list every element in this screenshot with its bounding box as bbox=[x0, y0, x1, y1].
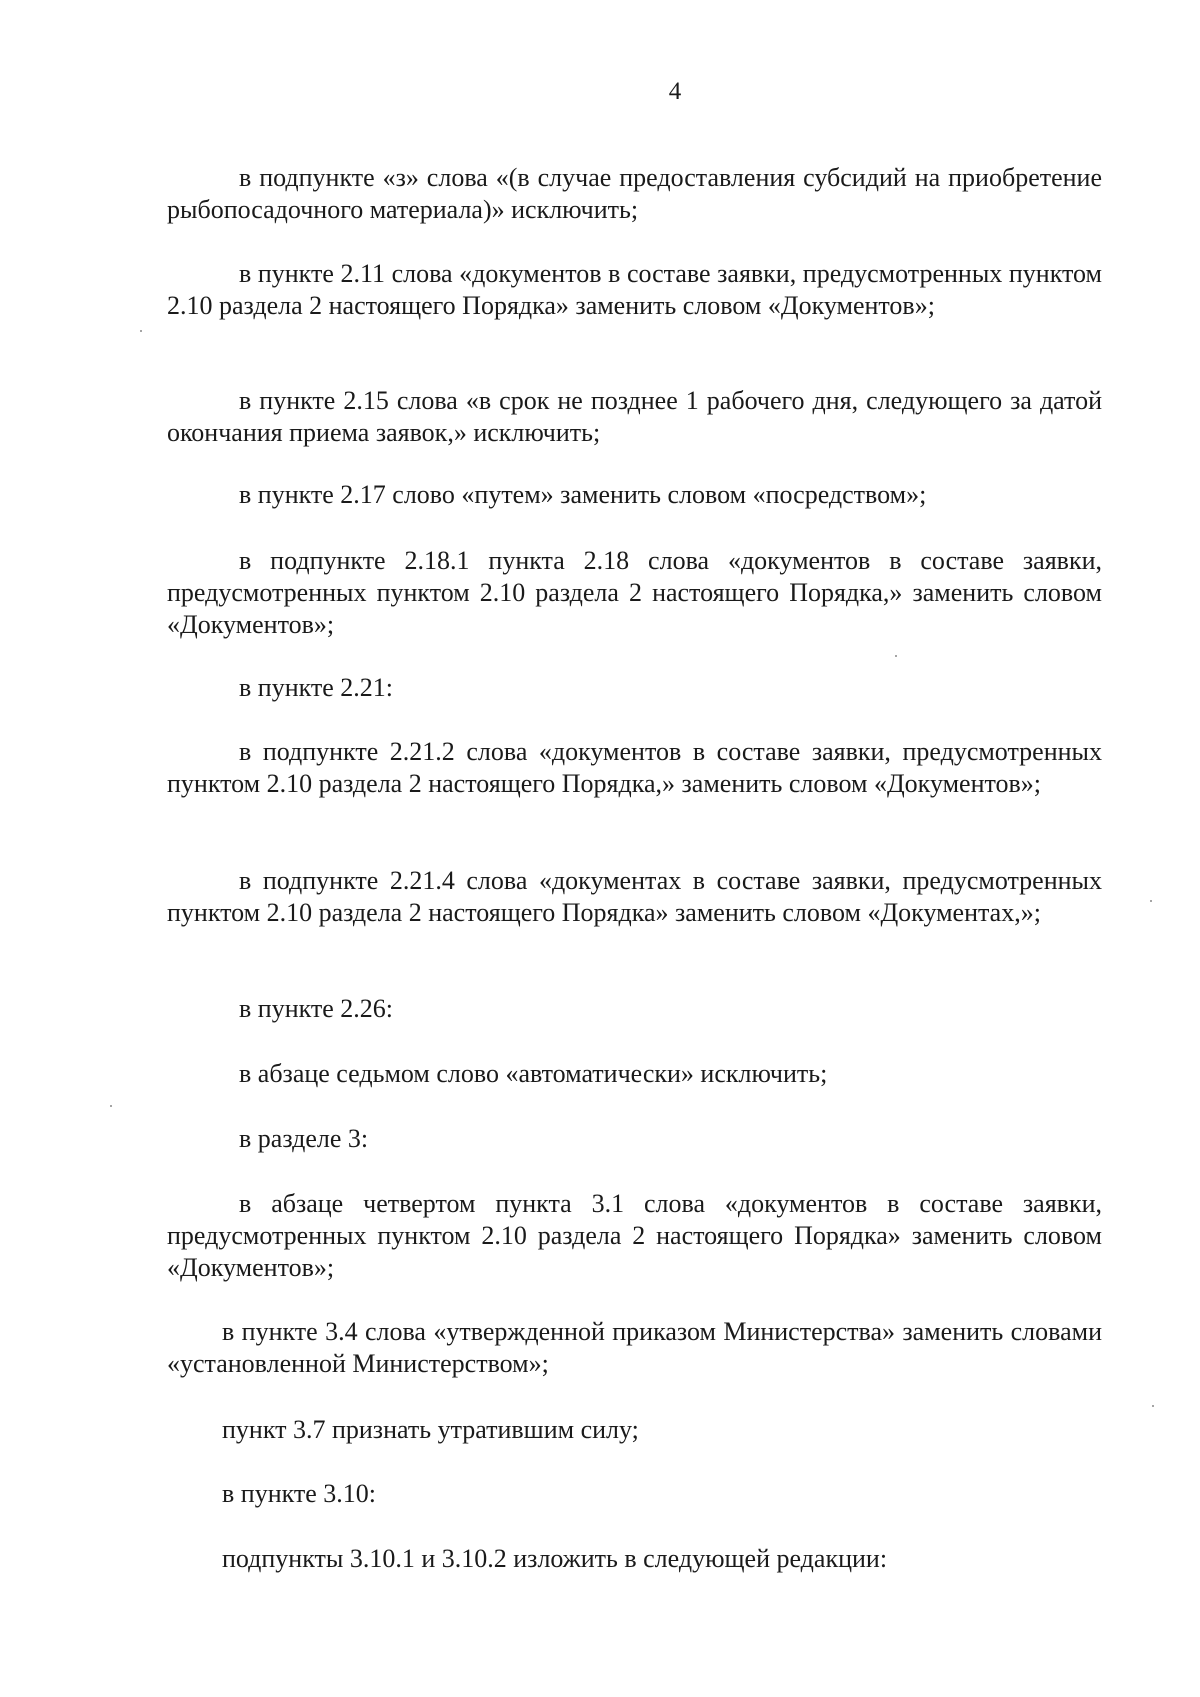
paragraph-5: в подпункте 2.18.1 пункта 2.18 слова «документов в составе заявки, предусмотренных пунктом 2.10 раздела 2 настоящего Порядка,» заменить словом «Документов»; bbox=[167, 546, 1102, 639]
scan-speck bbox=[110, 1105, 112, 1107]
paragraph-4: в пункте 2.17 слово «путем» заменить словом «посредством»; bbox=[239, 480, 927, 509]
page-number: 4 bbox=[668, 78, 682, 105]
paragraph-11: в разделе 3: bbox=[239, 1124, 369, 1153]
paragraph-7: в подпункте 2.21.2 слова «документов в составе заявки, предусмотренных пунктом 2.10 раздела 2 настоящего Порядка,» заменить словом «Документов»; bbox=[167, 737, 1102, 798]
paragraph-8: в подпункте 2.21.4 слова «документах в составе заявки, предусмотренных пунктом 2.10 раздела 2 настоящего Порядка» заменить словом «Документах,»; bbox=[167, 866, 1102, 927]
paragraph-10: в абзаце седьмом слово «автоматически» исключить; bbox=[239, 1059, 828, 1088]
paragraph-16: подпункты 3.10.1 и 3.10.2 изложить в следующей редакции: bbox=[222, 1544, 888, 1573]
scan-speck bbox=[1150, 900, 1152, 902]
paragraph-14: пункт 3.7 признать утратившим силу; bbox=[222, 1415, 639, 1444]
paragraph-3: в пункте 2.15 слова «в срок не позднее 1 рабочего дня, следующего за датой окончания приема заявок,» исключить; bbox=[167, 386, 1102, 447]
paragraph-13: в пункте 3.4 слова «утвержденной приказом Министерства» заменить словами «установленной Министерством»; bbox=[167, 1317, 1102, 1378]
paragraph-12: в абзаце четвертом пункта 3.1 слова «документов в составе заявки, предусмотренных пунктом 2.10 раздела 2 настоящего Порядка» заменить словом «Документов»; bbox=[167, 1189, 1102, 1282]
scan-speck bbox=[1152, 1405, 1154, 1407]
paragraph-15: в пункте 3.10: bbox=[222, 1479, 377, 1508]
scan-speck bbox=[140, 330, 142, 332]
paragraph-1: в подпункте «з» слова «(в случае предоставления субсидий на приобретение рыбопосадочного материала)» исключить; bbox=[167, 163, 1102, 224]
paragraph-6: в пункте 2.21: bbox=[239, 673, 394, 702]
paragraph-2: в пункте 2.11 слова «документов в составе заявки, предусмотренных пунктом 2.10 раздела 2 настоящего Порядка» заменить словом «Документов»; bbox=[167, 259, 1102, 320]
paragraph-9: в пункте 2.26: bbox=[239, 994, 394, 1023]
scan-speck bbox=[895, 655, 897, 657]
